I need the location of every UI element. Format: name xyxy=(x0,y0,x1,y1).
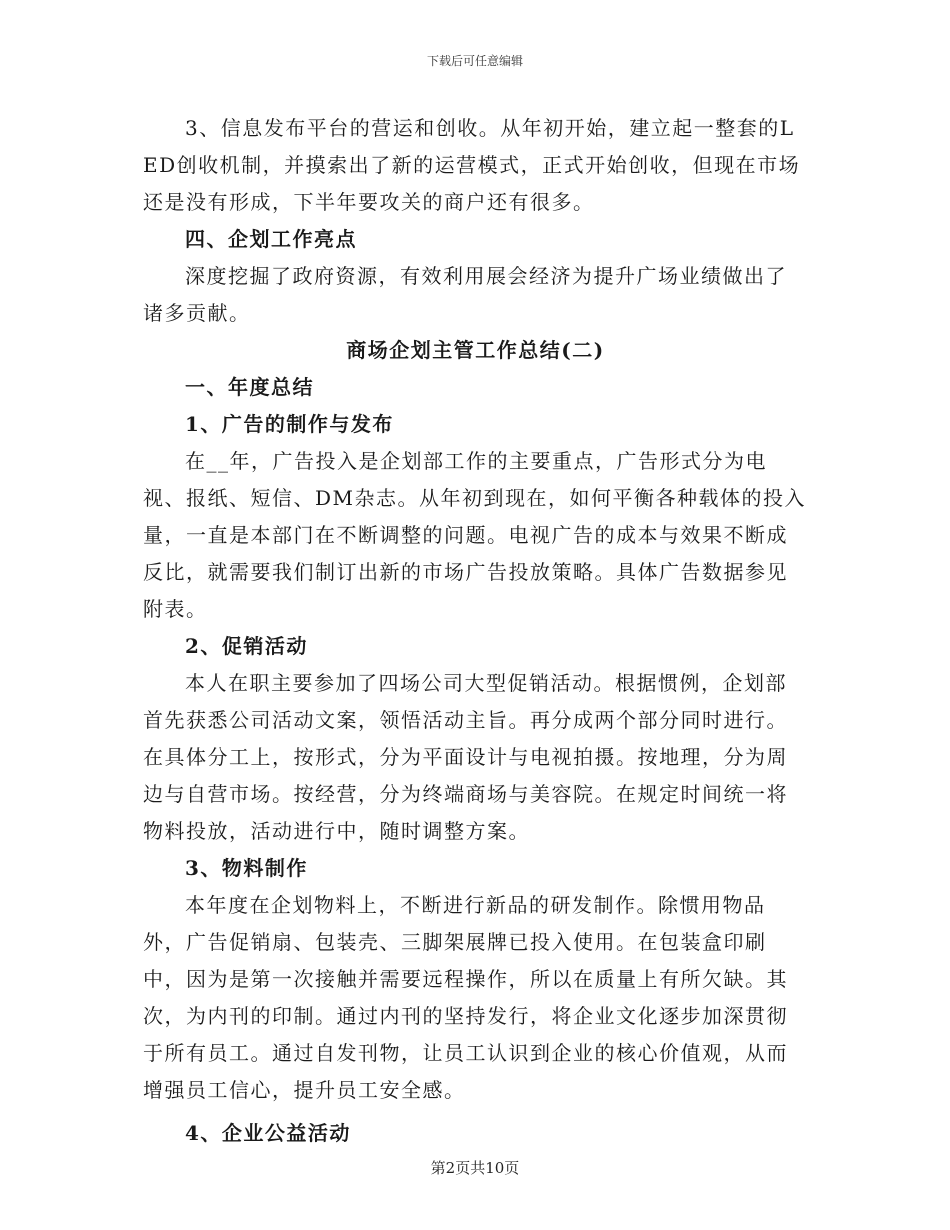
paragraph-info-platform: 3、信息发布平台的营运和创收。从年初开始，建立起一整套的LED创收机制，并摸索出了新的运营模式，正式开始创收，但现在市场还是没有形成，下半年要攻关的商户还有很多。 xyxy=(143,116,801,214)
page-header-note: 下载后可任意编辑 xyxy=(426,54,523,68)
paragraph-promotions: 本人在职主要参加了四场公司大型促销活动。根据惯例，企划部首先获悉公司活动文案，领悟活动主旨。再分成两个部分同时进行。在具体分工上，按形式，分为平面设计与电视拍摄。按地理，分为周边与自营市场。按经营，分为终端商场与美容院。在规定时间统一将物料投放，活动进行中，随时调整方案。 xyxy=(143,671,788,843)
paragraph-highlights: 深度挖掘了政府资源，有效利用展会经济为提升广场业绩做出了诸多贡献。 xyxy=(143,264,787,325)
heading-planning-highlights: 四、企划工作亮点 xyxy=(185,227,357,251)
document-body xyxy=(143,110,808,1152)
page-indicator: 第2页共10页 xyxy=(430,1159,520,1177)
paragraph-ads: 在__年，广告投入是企划部工作的主要重点，广告形式分为电视、报纸、短信、DM杂志。从年初到现在，如何平衡各种载体的投入量，一直是本部门在不断调整的问题。电视广告的成本与效果不断成反比，就需要我们制订出新的市场广告投放策略。具体广告数据参见附表。 xyxy=(143,449,807,621)
heading-annual-summary: 一、年度总结 xyxy=(185,375,314,399)
paragraph-materials: 本年度在企划物料上，不断进行新品的研发制作。除惯用物品外，广告促销扇、包装壳、三脚架展牌已投入使用。在包装盒印刷中，因为是第一次接触并需要远程操作，所以在质量上有所欠缺。其次，为内刊的印制。通过内刊的坚持发行，将企业文化逐步加深贯彻于所有员工。通过自发刊物，让员工认识到企业的核心价值观，从而增强员工信心，提升员工安全感。 xyxy=(143,893,788,1102)
heading-materials: 3、物料制作 xyxy=(185,856,308,880)
heading-promotions: 2、促销活动 xyxy=(185,634,308,658)
section-title: 商场企划主管工作总结(二) xyxy=(346,338,605,362)
heading-ads: 1、广告的制作与发布 xyxy=(185,412,394,436)
heading-charity: 4、企业公益活动 xyxy=(185,1121,351,1145)
